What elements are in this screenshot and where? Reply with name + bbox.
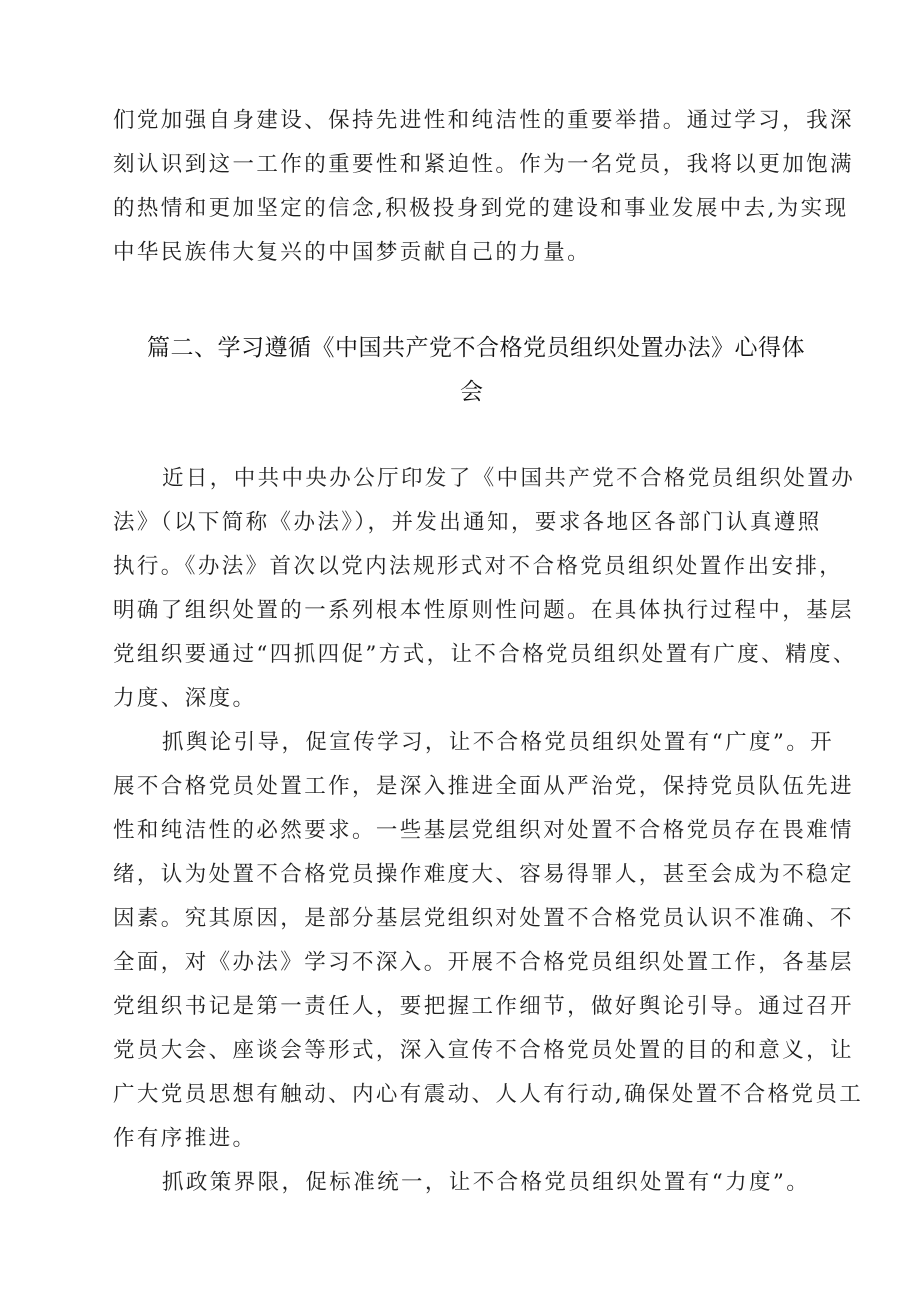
intro-line-3: 的热情和更加坚定的信念,积极投身到党的建设和事业发展中去,为实现 [113, 196, 849, 221]
p2-line-3: 性和纯洁性的必然要求。一些基层党组织对处置不合格党员存在畏难情 [113, 818, 854, 843]
intro-line-1: 们党加强自身建设、保持先进性和纯洁性的重要举措。通过学习，我深 [113, 108, 854, 133]
p1-line-2: 法》（以下简称《办法》），并发出通知，要求各地区各部门认真遵照 [113, 510, 822, 535]
p3-line-1: 抓政策界限，促标准统一，让不合格党员组织处置有“力度”。 [162, 1170, 811, 1195]
p1-line-1: 近日，中共中央办公厅印发了《中国共产党不合格党员组织处置办 [162, 466, 856, 491]
p1-line-6: 力度、深度。 [113, 686, 257, 711]
p2-line-6: 全面，对《办法》学习不深入。开展不合格党员组织处置工作，各基层 [113, 950, 854, 975]
p1-line-3: 执行。《办法》首次以党内法规形式对不合格党员组织处置作出安排， [113, 554, 844, 579]
p2-line-9: 广大党员思想有触动、内心有震动、人人有行动,确保处置不合格党员工 [113, 1082, 864, 1107]
p1-line-4: 明确了组织处置的一系列根本性原则性问题。在具体执行过程中，基层 [113, 598, 854, 623]
intro-line-4: 中华民族伟大复兴的中国梦贡献自己的力量。 [113, 240, 592, 265]
p2-line-8: 党员大会、座谈会等形式，深入宣传不合格党员处置的目的和意义，让 [113, 1038, 854, 1063]
section-heading-line-2: 会 [460, 379, 484, 405]
section-heading-line-1: 篇二、学习遵循《中国共产党不合格党员组织处置办法》心得体 [147, 335, 805, 361]
p2-line-10: 作有序推进。 [113, 1126, 257, 1151]
p2-line-1: 抓舆论引导，促宣传学习，让不合格党员组织处置有“广度”。开 [162, 730, 835, 755]
p2-line-4: 绪，认为处置不合格党员操作难度大、容易得罪人，甚至会成为不稳定 [113, 862, 854, 887]
p1-line-5: 党组织要通过“四抓四促”方式，让不合格党员组织处置有广度、精度、 [113, 642, 857, 667]
intro-line-2: 刻认识到这一工作的重要性和紧迫性。作为一名党员，我将以更加饱满 [113, 152, 854, 177]
p2-line-2: 展不合格党员处置工作，是深入推进全面从严治党，保持党员队伍先进 [113, 774, 854, 799]
p2-line-5: 因素。究其原因，是部分基层党组织对处置不合格党员认识不准确、不 [113, 906, 854, 931]
p2-line-7: 党组织书记是第一责任人，要把握工作细节，做好舆论引导。通过召开 [113, 994, 854, 1019]
